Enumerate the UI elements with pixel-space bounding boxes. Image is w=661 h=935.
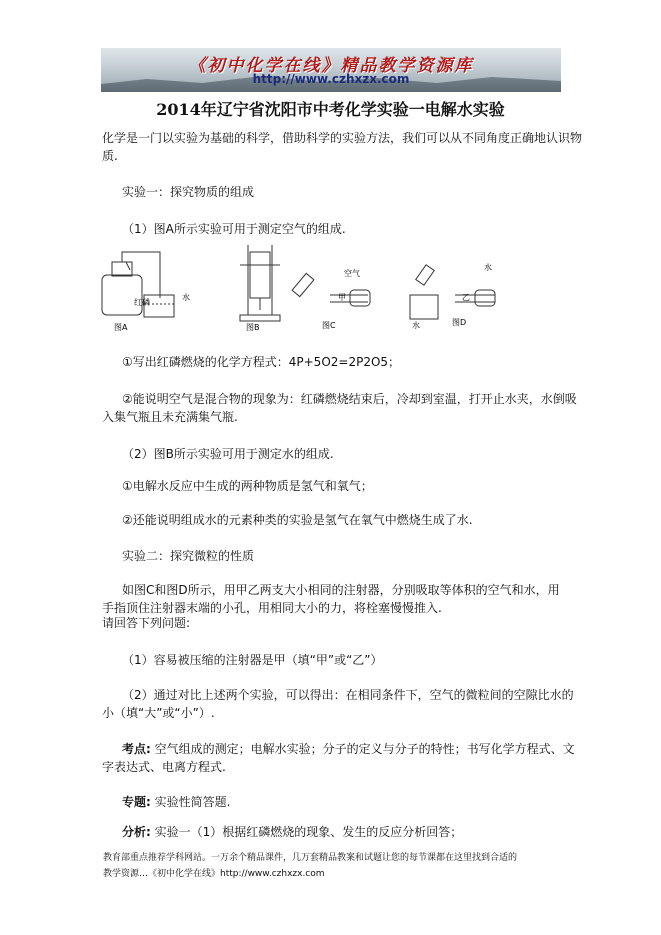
intro-line-2: 质. [102, 149, 118, 163]
figure-a-label: 图A [114, 323, 128, 332]
fenxi-text: 实验一（1）根据红磷燃烧的现象、发生的反应分析回答； [150, 825, 463, 839]
figure-d-yi-label: 乙 [462, 293, 470, 302]
answer-1-2-line-1: ②能说明空气是混合物的现象为：红磷燃烧结束后，冷却到室温，打开止水夹，水倒吸 [122, 392, 577, 406]
zhuanti-text: 实验性简答题. [150, 795, 231, 809]
banner-url: http://www.czhxzx.com [252, 72, 410, 86]
figure-a-water-label: 水 [182, 293, 190, 302]
question-2: （2）图B所示实验可用于测定水的组成. [122, 447, 334, 461]
figure-c-label: 图C [322, 321, 336, 330]
experiment-figures [100, 240, 560, 335]
zhuanti-line [122, 793, 230, 811]
figure-c-apparatus [292, 273, 370, 306]
banner-title: 《初中化学在线》精品教学资源库 [188, 56, 474, 76]
footer-line-1: 教育部重点推荐学科网站。一万余个精品课件，几万套精品教案和试题让您的每节课都在这里找到合适的 [103, 853, 518, 863]
figure-c-air-label: 空气 [344, 269, 360, 278]
figure-d-label: 图D [452, 318, 467, 327]
figure-b-label: 图B [246, 323, 260, 332]
question-1: （1）图A所示实验可用于测定空气的组成. [122, 222, 346, 236]
kaodian-line-1 [122, 740, 575, 758]
figure-c-jia-label: 甲 [338, 293, 346, 302]
figure-a-red-phosphorus-label: 红磷 [134, 298, 150, 307]
figure-a-apparatus [102, 252, 174, 317]
figure-d-water-beaker-label: 水 [412, 321, 420, 330]
answer-2-2: ②还能说明组成水的元素种类的实验是氢气在氧气中燃烧生成了水. [122, 513, 473, 527]
fenxi-label: 分析: [122, 825, 151, 839]
experiment-1-heading: 实验一：探究物质的组成 [122, 185, 255, 199]
answer-3-2-line-2: 小（填“大”或“小”）. [102, 706, 215, 720]
figure-d-water-label: 水 [484, 263, 492, 272]
intro-line-1: 化学是一门以实验为基础的科学，借助科学的实验方法，我们可以从不同角度正确地认识物 [102, 131, 583, 145]
experiment-2-line-1: 如图C和图D所示，用甲乙两支大小相同的注射器，分别吸取等体积的空气和水，用 [122, 583, 560, 597]
document-title: 2014年辽宁省沈阳市中考化学实验一电解水实验 [156, 100, 505, 119]
answer-2-1: ①电解水反应中生成的两种物质是氢气和氧气； [122, 479, 373, 493]
footer-line-2: 教学资源…《初中化学在线》http://www.czhxzx.com [103, 869, 325, 879]
experiment-2-line-2: 手指顶住注射器末端的小孔，用相同大小的力，将栓塞慢慢推入. [102, 601, 442, 615]
figure-b-apparatus [240, 245, 280, 321]
answer-1-2-line-2: 入集气瓶且未充满集气瓶. [102, 410, 238, 424]
apparatus-diagram [100, 240, 560, 335]
answer-1-1: ①写出红磷燃烧的化学方程式：4P+5O2=2P2O5； [122, 355, 401, 369]
kaodian-label: 考点: [122, 742, 151, 756]
answer-3-2-line-1: （2）通过对比上述两个实验，可以得出：在相同条件下，空气的微粒间的空隙比水的 [122, 688, 574, 702]
answer-3-1: （1）容易被压缩的注射器是甲（填“甲”或“乙”） [122, 653, 383, 667]
banner [101, 48, 561, 92]
figure-d-apparatus [410, 265, 495, 319]
kaodian-text: 空气组成的测定；电解水实验；分子的定义与分子的特性；书写化学方程式、文 [150, 742, 575, 756]
experiment-2-line-3: 请回答下列问题: [102, 616, 191, 630]
experiment-2-heading: 实验二：探究微粒的性质 [122, 549, 255, 563]
zhuanti-label: 专题: [122, 795, 151, 809]
fenxi-line [122, 823, 462, 841]
kaodian-line-2: 字表达式、电离方程式. [102, 760, 226, 774]
